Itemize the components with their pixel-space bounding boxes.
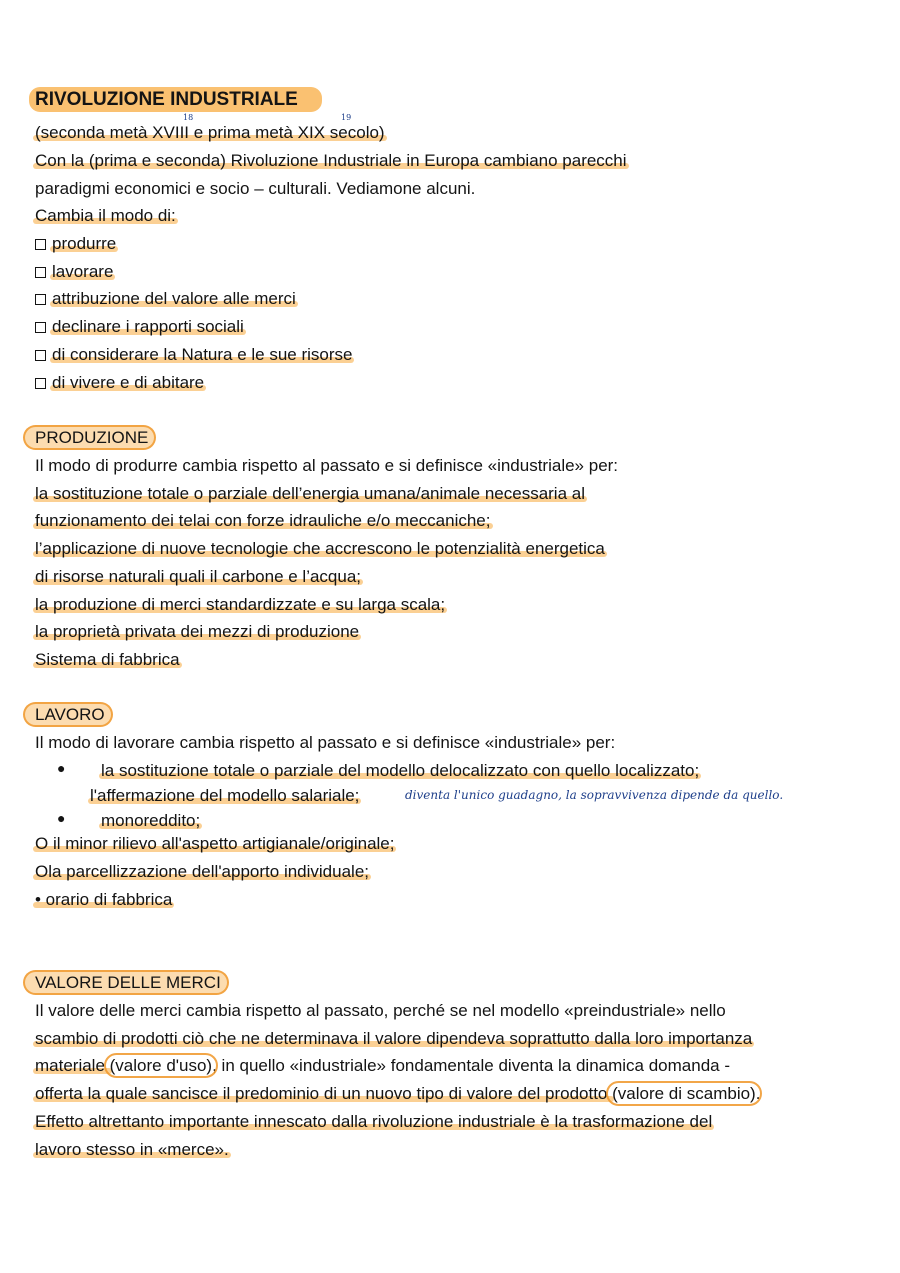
checkbox-icon	[35, 322, 46, 333]
text-line: Il modo di produrre cambia rispetto al passato e si definisce «industriale» per:	[35, 456, 619, 475]
text-line: materiale (valore d'uso), in quello «industriale» fondamentale diventa la dinamica domanda -	[35, 1056, 730, 1075]
checkbox-icon	[35, 239, 46, 250]
text-line: Effetto altrettanto importante innescato dalla rivoluzione industriale è la trasformazione del	[35, 1112, 713, 1131]
text-line: Il valore delle merci cambia rispetto al passato, perché se nel modello «preindustriale» nello	[35, 1001, 726, 1020]
text-line: l’applicazione di nuove tecnologie che accrescono le potenzialità energetica	[35, 539, 605, 558]
text-line: funzionamento dei telai con forze idrauliche e/o meccaniche;	[35, 511, 491, 530]
note-19: 19	[341, 113, 352, 122]
note-18: 18	[183, 113, 194, 122]
checklist-item: attribuzione del valore alle merci	[35, 288, 296, 310]
text-line: di risorse naturali quali il carbone e l’acqua;	[35, 567, 362, 586]
intro-line: paradigmi economici e socio – culturali. Vediamone alcuni.	[35, 179, 476, 198]
text-line: la proprietà privata dei mezzi di produzione	[35, 622, 360, 641]
checkbox-icon	[35, 267, 46, 278]
page-title: RIVOLUZIONE INDUSTRIALE	[35, 89, 298, 110]
section-heading-lavoro: LAVORO	[35, 705, 105, 724]
text-line: Sistema di fabbrica	[35, 650, 180, 669]
section-heading-produzione: PRODUZIONE	[35, 428, 149, 447]
text-line: lavoro stesso in «merce».	[35, 1140, 229, 1159]
checklist-item: declinare i rapporti sociali	[35, 316, 244, 338]
bullet-item: la sostituzione totale o parziale del modello delocalizzato con quello localizzato;	[101, 761, 700, 780]
checklist-item: di considerare la Natura e le sue risorse	[35, 344, 352, 366]
text-line: scambio di prodotti ciò che ne determinava il valore dipendeva soprattutto dalla loro importanza	[35, 1029, 753, 1048]
checkbox-icon	[35, 350, 46, 361]
section-heading-valore: VALORE DELLE MERCI	[35, 973, 221, 992]
bullet-icon: ●	[57, 810, 66, 826]
bullet-item-cont: l'affermazione del modello salariale;	[90, 786, 360, 805]
checkbox-icon	[35, 294, 46, 305]
intro-line: Cambia il modo di:	[35, 206, 176, 225]
text-line: Ola parcellizzazione dell'apporto individuale;	[35, 862, 369, 881]
intro-line: Con la (prima e seconda) Rivoluzione Industriale in Europa cambiano parecchi	[35, 151, 627, 170]
text-line: la sostituzione totale o parziale dell’energia umana/animale necessaria al	[35, 484, 585, 503]
text-line: offerta la quale sancisce il predominio di un nuovo tipo di valore del prodotto (valore di scambio).	[35, 1084, 761, 1103]
bullet-icon: ●	[57, 760, 66, 776]
checkbox-icon	[35, 378, 46, 389]
text-line: • orario di fabbrica	[35, 890, 173, 909]
text-line: Il modo di lavorare cambia rispetto al passato e si definisce «industriale» per:	[35, 733, 616, 752]
bullet-item: monoreddito;	[101, 811, 201, 830]
checklist-item: lavorare	[35, 261, 113, 283]
checklist-item: di vivere e di abitare	[35, 372, 204, 394]
text-line: O il minor rilievo all'aspetto artigianale/originale;	[35, 834, 395, 853]
checklist-item: produrre	[35, 233, 116, 255]
text-line: la produzione di merci standardizzate e su larga scala;	[35, 595, 446, 614]
handwritten-note: diventa l'unico guadagno, la sopravvivenza dipende da quello.	[405, 788, 784, 802]
period-subtitle: (seconda metà XVIII e prima metà XIX secolo)	[35, 123, 385, 142]
